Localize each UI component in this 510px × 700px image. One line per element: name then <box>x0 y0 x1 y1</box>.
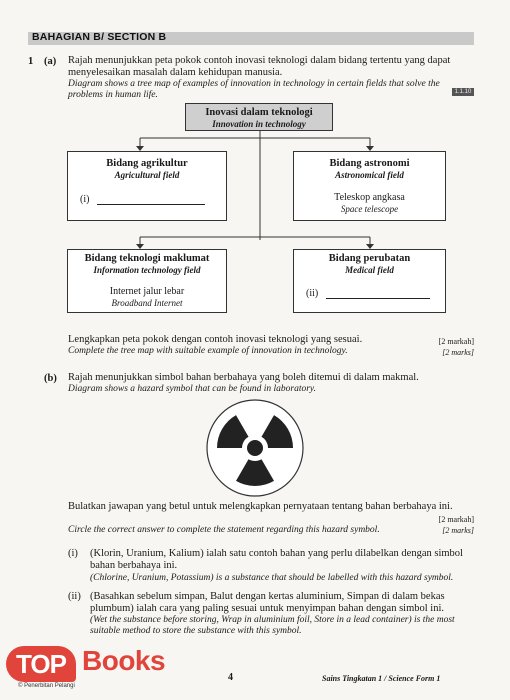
it-answer: Internet jalur lebar <box>109 286 185 297</box>
astronomical-subtitle: Astronomical field <box>335 170 404 180</box>
astronomical-answer-en: Space telescope <box>340 204 399 214</box>
it-subtitle: Information technology field <box>93 265 201 275</box>
question-a-en: Diagram shows a tree map of examples of innovation in technology in certain fields that solve the problems in human life. <box>68 79 440 100</box>
circle-instruction-ms: Bulatkan jawapan yang betul untuk melengkapkan pernyataan tentang bahan berbahaya ini. <box>68 501 453 512</box>
root-title: Inovasi dalam teknologi <box>205 107 313 118</box>
item-i-label: (i) <box>68 548 78 559</box>
medical-subtitle: Medical field <box>345 265 394 275</box>
agricultural-subtitle: Agricultural field <box>114 170 180 180</box>
circle-instruction-en: Circle the correct answer to complete the statement regarding this hazard symbol. <box>68 525 380 535</box>
marks-b-ms: [2 markah] <box>438 515 474 524</box>
agricultural-box <box>67 151 227 221</box>
it-answer-en: Broadband Internet <box>111 298 183 308</box>
answer-blank-i[interactable] <box>80 194 205 205</box>
page-number: 4 <box>228 672 233 683</box>
it-title: Bidang teknologi maklumat <box>84 253 210 264</box>
publisher-mark: © Penerbitan Pelangi <box>18 683 75 689</box>
book-title: Sains Tingkatan 1 / Science Form 1 <box>322 674 441 683</box>
astronomical-box <box>293 151 446 221</box>
radiation-hazard-icon <box>205 398 305 498</box>
marks-b-en: [2 marks] <box>442 526 474 535</box>
question-b-ms: Rajah menunjukkan simbol bahan berbahaya yang boleh ditemui di dalam makmal. <box>68 372 419 383</box>
root-subtitle: Innovation in technology <box>212 119 306 129</box>
blank-i-label: (i) <box>80 194 90 205</box>
syllabus-tag: 1.1.10 <box>452 88 474 96</box>
topbooks-logo-text: Books <box>82 645 166 676</box>
topbooks-logo: TOP <box>6 646 76 682</box>
question-a-ms: Rajah menunjukkan peta pokok contoh inovasi teknologi dalam bidang tertentu yang dapat menyelesaikan masalah dalam kehidupan manusia. <box>68 55 451 78</box>
blank-ii-label: (ii) <box>306 288 319 299</box>
marks-a-en: [2 marks] <box>442 348 474 357</box>
agricultural-title: Bidang agrikultur <box>106 158 188 169</box>
answer-blank-ii[interactable] <box>306 288 430 299</box>
astronomical-answer: Teleskop angkasa <box>334 192 405 203</box>
item-ii-ms[interactable]: (Basahkan sebelum simpan, Balut dengan kertas aluminium, Simpan di dalam bekas plumbum) ialah cara yang paling sesuai untuk menyimpan bahan dengan simbol ini. <box>90 591 445 614</box>
item-i-ms[interactable]: (Klorin, Uranium, Kalium) ialah satu contoh bahan yang perlu dilabelkan dengan simbol bahan berbahaya ini. <box>90 548 463 571</box>
section-title: BAHAGIAN B/ SECTION B <box>32 31 167 43</box>
medical-title: Bidang perubatan <box>328 253 411 264</box>
part-b-label: (b) <box>44 373 57 384</box>
astronomical-title: Bidang astronomi <box>329 158 410 169</box>
question-number: 1 <box>28 56 34 67</box>
part-a-label: (a) <box>44 56 57 67</box>
it-box <box>67 249 227 313</box>
instruction-a-ms: Lengkapkan peta pokok dengan contoh inovasi teknologi yang sesuai. <box>68 334 363 345</box>
marks-a-ms: [2 markah] <box>438 337 474 346</box>
instruction-a-en: Complete the tree map with suitable example of innovation in technology. <box>68 346 348 356</box>
item-ii-en: (Wet the substance before storing, Wrap in aluminium foil, Store in a lead container) is the most suitable method to store the substance with this symbol. <box>90 615 455 636</box>
item-ii-label: (ii) <box>68 591 81 602</box>
medical-box <box>293 249 446 313</box>
question-b-en: Diagram shows a hazard symbol that can be found in laboratory. <box>68 384 316 394</box>
item-i-en: (Chlorine, Uranium, Potassium) is a substance that should be labelled with this hazard symbol. <box>90 573 454 583</box>
tree-root-box <box>185 103 333 131</box>
